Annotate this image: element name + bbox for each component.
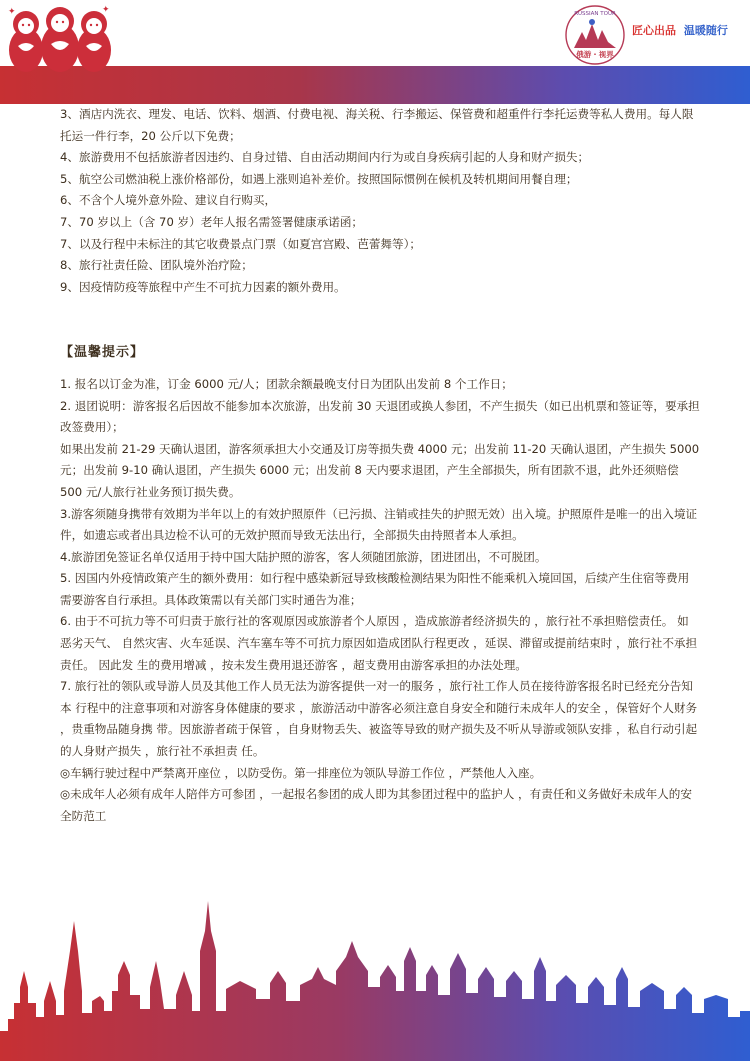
matryoshka-dolls-logo bbox=[4, 4, 114, 74]
tip-item: 2. 退团说明：游客报名后因故不能参加本次旅游，出发前 30 天退团或换人参团，不产生损失（如已出机票和签证等，要承担改签费用）； bbox=[60, 398, 700, 435]
tip-item: 7. 旅行社的领队或导游人员及其他工作人员无法为游客提供一对一的服务 ，旅行社工作人员在接待游客报名时已经充分告知本 行程中的注意事项和对游客身体健康的要求 ，旅游活动中游客必须注意自身安全和随行未成年人的安全 ，保管好个人财务 ，贵重物品随身携 带。因旅游者疏于保管 ，自身财物丢失、被盗等导致的财产损失及不听从导游或领队安排 ，私自行动引起的人身财产损失 ，旅行社不承担责 任。 bbox=[60, 679, 698, 759]
tagline-craft: 匠心出品 bbox=[632, 24, 676, 37]
tips-list bbox=[60, 374, 700, 827]
list-item: 4、旅游费用不包括旅游者因违约、自身过错、自由活动期间内行为或自身疾病引起的人身和财产损失； bbox=[60, 150, 590, 165]
document-body bbox=[60, 104, 700, 827]
svg-text:✦: ✦ bbox=[8, 7, 16, 17]
list-item: 6、不含个人境外意外险、建议自行购买， bbox=[60, 193, 277, 208]
logo-brand-en: RUSSIAN TOUR bbox=[574, 11, 616, 17]
russian-tour-emblem-icon bbox=[562, 2, 628, 68]
brand-tagline bbox=[632, 22, 728, 38]
tagline-warm: 温暖随行 bbox=[683, 24, 728, 37]
expenses-excluded-list bbox=[60, 104, 700, 298]
list-item: 9、因疫情防疫等旅程中产生不可抗力因素的额外费用。 bbox=[60, 279, 346, 294]
logo-brand-cn: 俄游・视界 bbox=[576, 50, 614, 59]
tip-item: ◎车辆行驶过程中严禁离开座位 ，以防受伤。第一排座位为领队导游工作位 ，严禁他人入座。 bbox=[60, 765, 542, 780]
tip-item: 如果出发前 21-29 天确认退团，游客须承担大小交通及订房等损失费 4000 元；出发前 11-20 天确认退团，产生损失 5000 元；出发前 9-10 确认退团，产生损失 6000 元；出发前 8 天内要求退团，产生全部损失，所有团款不退，此外还须赔偿 500 元/人旅行社业务预订损失费。 bbox=[60, 441, 700, 499]
svg-text:✦: ✦ bbox=[102, 5, 110, 15]
tip-item: ◎未成年人必须有成年人陪伴方可参团 ，一起报名参团的成人即为其参团过程中的监护人 ，有责任和义务做好未成年人的安全防范工 bbox=[60, 787, 692, 823]
tip-item: 6. 由于不可抗力等不可归责于旅行社的客观原因或旅游者个人原因 ，造成旅游者经济损失的 ，旅行社不承担赔偿责任。 如恶劣天气、 自然灾害、火车延误、汽车塞车等不可抗力原因如造成团队行程更改 ，延误、滞留或提前结束时 ，旅行社不承担责任。 因此发 生的费用增减 ，按未发生费用退还游客 ，超支费用由游客承担的办法处理。 bbox=[60, 614, 698, 672]
city-skyline-illustration bbox=[0, 891, 750, 1061]
brand-logo bbox=[562, 2, 742, 66]
list-item: 7、以及行程中未标注的其它收费景点门票（如夏宫宫殿、芭蕾舞等）； bbox=[60, 236, 421, 251]
list-item: 3、酒店内洗衣、理发、电话、饮料、烟酒、付费电视、海关税、行李搬运、保管费和超重件行李托运费等私人费用。每人限托运一件行李，20 公斤以下免费； bbox=[60, 107, 694, 143]
list-item: 7、70 岁以上（含 70 岁）老年人报名需签署健康承诺函； bbox=[60, 214, 364, 229]
tip-item: 4.旅游团免签证名单仅适用于持中国大陆护照的游客，客人须随团旅游，团进团出，不可脱团。 bbox=[60, 549, 547, 564]
list-item: 8、旅行社责任险、团队境外治疗险； bbox=[60, 258, 253, 273]
tip-item: 1. 报名以订金为准，订金 6000 元/人；团款余额最晚支付日为团队出发前 8 个工作日； bbox=[60, 376, 513, 391]
tip-item: 5. 因国内外疫情政策产生的额外费用：如行程中感染新冠导致核酸检测结果为阳性不能乘机入境回国，后续产生住宿等费用需要游客自行承担。具体政策需以有关部门实时通告为准； bbox=[60, 571, 690, 607]
page-header bbox=[0, 0, 750, 104]
list-item: 5、航空公司燃油税上涨价格部份，如遇上涨则追补差价。按照国际惯例在候机及转机期间用餐自理； bbox=[60, 171, 578, 186]
tips-section-title: 【温馨提示】 bbox=[60, 345, 145, 361]
tip-item: 3.游客须随身携带有效期为半年以上的有效护照原件（已污损、注销或挂失的护照无效）出入境。护照原件是唯一的出入境证件，如遗忘或者出具边检不认可的无效护照而导致无法出行，全部损失由持照者本人承担。 bbox=[60, 506, 698, 543]
